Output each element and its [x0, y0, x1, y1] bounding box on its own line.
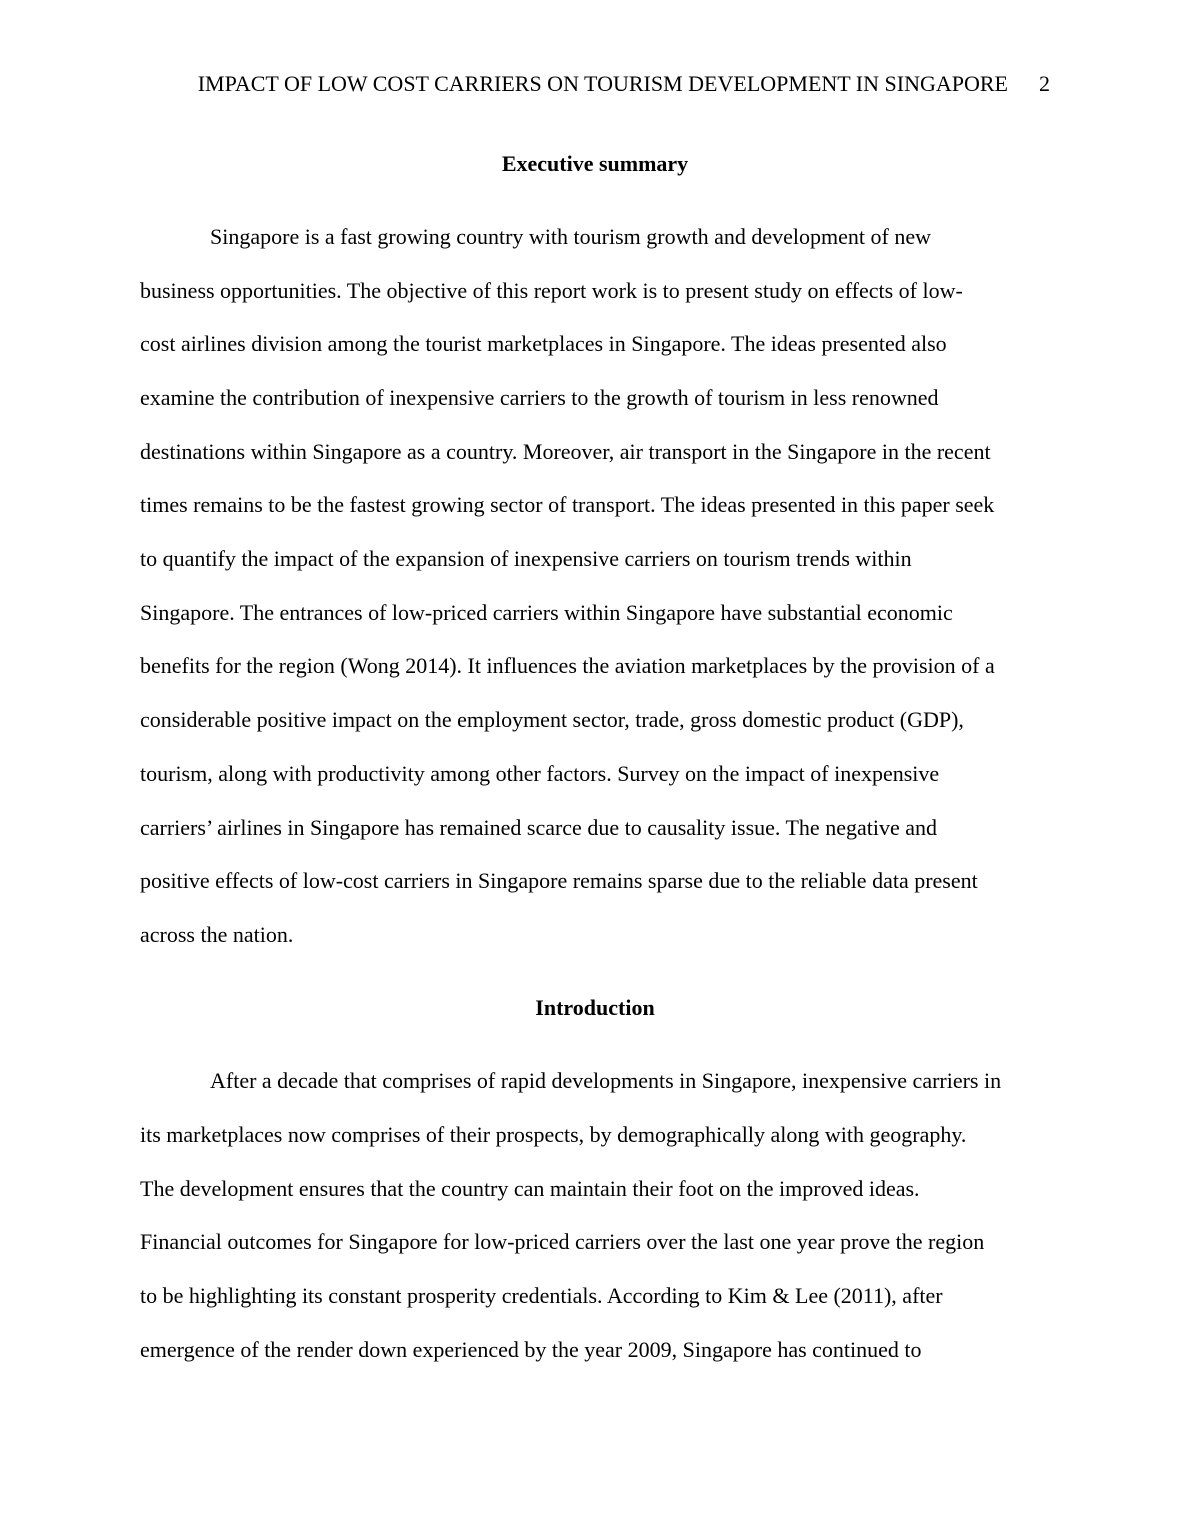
paragraph-line: business opportunities. The objective of this report work is to present study on effects of low-	[140, 278, 963, 303]
paragraph-line: The development ensures that the country can maintain their foot on the improved ideas.	[140, 1176, 920, 1201]
paragraph-line: After a decade that comprises of rapid developments in Singapore, inexpensive carriers in	[210, 1068, 1002, 1093]
executive-summary-heading: Executive summary	[501, 151, 689, 176]
paragraph-line: emergence of the render down experienced by the year 2009, Singapore has continued to	[140, 1337, 922, 1362]
paragraph-line: positive effects of low-cost carriers in Singapore remains sparse due to the reliable data present	[140, 868, 978, 893]
paragraph-line: benefits for the region (Wong 2014). It influences the aviation marketplaces by the provision of a	[140, 653, 995, 678]
introduction-heading: Introduction	[535, 995, 655, 1020]
paragraph-line: considerable positive impact on the employment sector, trade, gross domestic product (GDP),	[140, 707, 964, 732]
paragraph-line: examine the contribution of inexpensive carriers to the growth of tourism in less renowned	[140, 385, 939, 410]
paragraph-line: cost airlines division among the tourist marketplaces in Singapore. The ideas presented also	[140, 331, 947, 356]
paragraph-line: carriers’ airlines in Singapore has remained scarce due to causality issue. The negative and	[140, 815, 937, 840]
paragraph-line: Singapore. The entrances of low-priced carriers within Singapore have substantial economic	[140, 600, 953, 625]
paragraph-line: times remains to be the fastest growing sector of transport. The ideas presented in this paper seek	[140, 492, 995, 517]
paragraph-line: Financial outcomes for Singapore for low-priced carriers over the last one year prove the region	[140, 1229, 985, 1254]
paragraph-line: Singapore is a fast growing country with tourism growth and development of new	[210, 224, 931, 249]
paragraph-line: its marketplaces now comprises of their prospects, by demographically along with geography.	[140, 1122, 967, 1147]
running-head-title: IMPACT OF LOW COST CARRIERS ON TOURISM DEVELOPMENT IN SINGAPORE	[197, 71, 1008, 96]
paragraph-line: to quantify the impact of the expansion of inexpensive carriers on tourism trends within	[140, 546, 912, 571]
paragraph-line: to be highlighting its constant prosperity credentials. According to Kim & Lee (2011), after	[140, 1283, 943, 1308]
page-number: 2	[1039, 71, 1050, 96]
paragraph-line: destinations within Singapore as a country. Moreover, air transport in the Singapore in the recent	[140, 439, 991, 464]
paragraph-line: across the nation.	[140, 922, 294, 947]
paragraph-line: tourism, along with productivity among other factors. Survey on the impact of inexpensive	[140, 761, 940, 786]
